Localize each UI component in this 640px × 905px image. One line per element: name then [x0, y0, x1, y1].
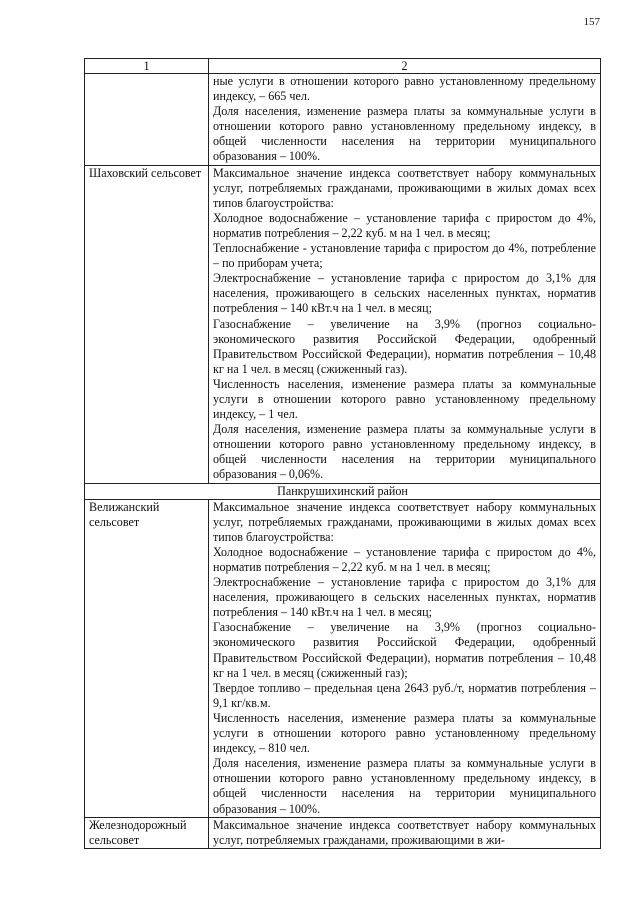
paragraph: Доля населения, изменение размера платы за коммунальные услуги в отношении которого равно установленному предельному индексу, в общей численности населения на территории муниципального образования – 0,06%.	[213, 422, 596, 482]
column-header-1: 1	[85, 59, 209, 74]
table-row	[85, 165, 601, 483]
paragraph: Максимальное значение индекса соответствует набору коммунальных услуг, потребляемых гражданами, проживающими в жилых домах всех типов благоустройства:	[213, 499, 596, 544]
district-row	[85, 483, 601, 499]
paragraph: Доля населения, изменение размера платы за коммунальные услуги в отношении которого равно установленному предельному индексу, в общей численности населения на территории муниципального образования – 100%.	[213, 104, 596, 164]
description-cell	[209, 499, 601, 817]
paragraph: Численность населения, изменение размера платы за коммунальные услуги в отношении которого равно установленному предельному индексу, – 1 чел.	[213, 376, 596, 422]
paragraph: Численность населения, изменение размера платы за коммунальные услуги в отношении которого равно установленному предельному индексу, – 810 чел.	[213, 710, 596, 756]
municipality-cell: Железнодорожный сельсовет	[85, 817, 209, 848]
municipality-cell: Велижанский сельсовет	[85, 499, 209, 817]
paragraph: Газоснабжение – увеличение на 3,9% (прогноз социально-экономического развития Российской Федерации, одобренный Правительством Российской Федерации), норматив потребления – 10,48 кг на 1 чел. в месяц (сжиженный газ).	[213, 316, 596, 376]
column-header-2: 2	[209, 59, 601, 74]
description-cell	[209, 74, 601, 166]
header-row	[85, 59, 601, 74]
tariff-table	[84, 58, 601, 849]
paragraph: Твердое топливо – предельная цена 2643 руб./т, норматив потребления – 9,1 кг/кв.м.	[213, 680, 596, 710]
paragraph: Электроснабжение – установление тарифа с приростом до 3,1% для населения, проживающего в сельских населенных пунктах, норматив потребления – 140 кВт.ч на 1 чел. в месяц;	[213, 575, 596, 620]
paragraph: Максимальное значение индекса соответствует набору коммунальных услуг, потребляемых гражданами, проживающими в жилых домах всех типов благоустройства:	[213, 165, 596, 210]
paragraph: Доля населения, изменение размера платы за коммунальные услуги в отношении которого равно установленному предельному индексу, в общей численности населения на территории муниципального образования – 100%.	[213, 756, 596, 816]
municipality-cell	[85, 74, 209, 166]
paragraph: Электроснабжение – установление тарифа с приростом до 3,1% для населения, проживающего в сельских населенных пунктах, норматив потребления – 140 кВт.ч на 1 чел. в месяц;	[213, 271, 596, 316]
district-heading: Панкрушихинский район	[85, 483, 601, 499]
paragraph: Максимальное значение индекса соответствует набору коммунальных услуг, потребляемых гражданами, проживающими в жи-	[213, 817, 596, 847]
paragraph: ные услуги в отношении которого равно установленному предельному индексу, – 665 чел.	[213, 74, 596, 104]
page-number: 157	[583, 16, 600, 28]
table-row	[85, 499, 601, 817]
table-row	[85, 74, 601, 166]
table-row	[85, 817, 601, 848]
paragraph: Холодное водоснабжение – установление тарифа с приростом до 4%, норматив потребления – 2,22 куб. м на 1 чел. в месяц;	[213, 544, 596, 574]
description-cell	[209, 817, 601, 848]
municipality-cell: Шаховский сельсовет	[85, 165, 209, 483]
description-cell	[209, 165, 601, 483]
paragraph: Теплоснабжение - установление тарифа с приростом до 4%, потребление – по приборам учета;	[213, 241, 596, 271]
paragraph: Газоснабжение – увеличение на 3,9% (прогноз социально-экономического развития Российской Федерации, одобренный Правительством Российской Федерации), норматив потребления – 10,48 кг на 1 чел. в месяц (сжиженный газ);	[213, 620, 596, 680]
paragraph: Холодное водоснабжение – установление тарифа с приростом до 4%, норматив потребления – 2,22 куб. м на 1 чел. в месяц;	[213, 210, 596, 240]
